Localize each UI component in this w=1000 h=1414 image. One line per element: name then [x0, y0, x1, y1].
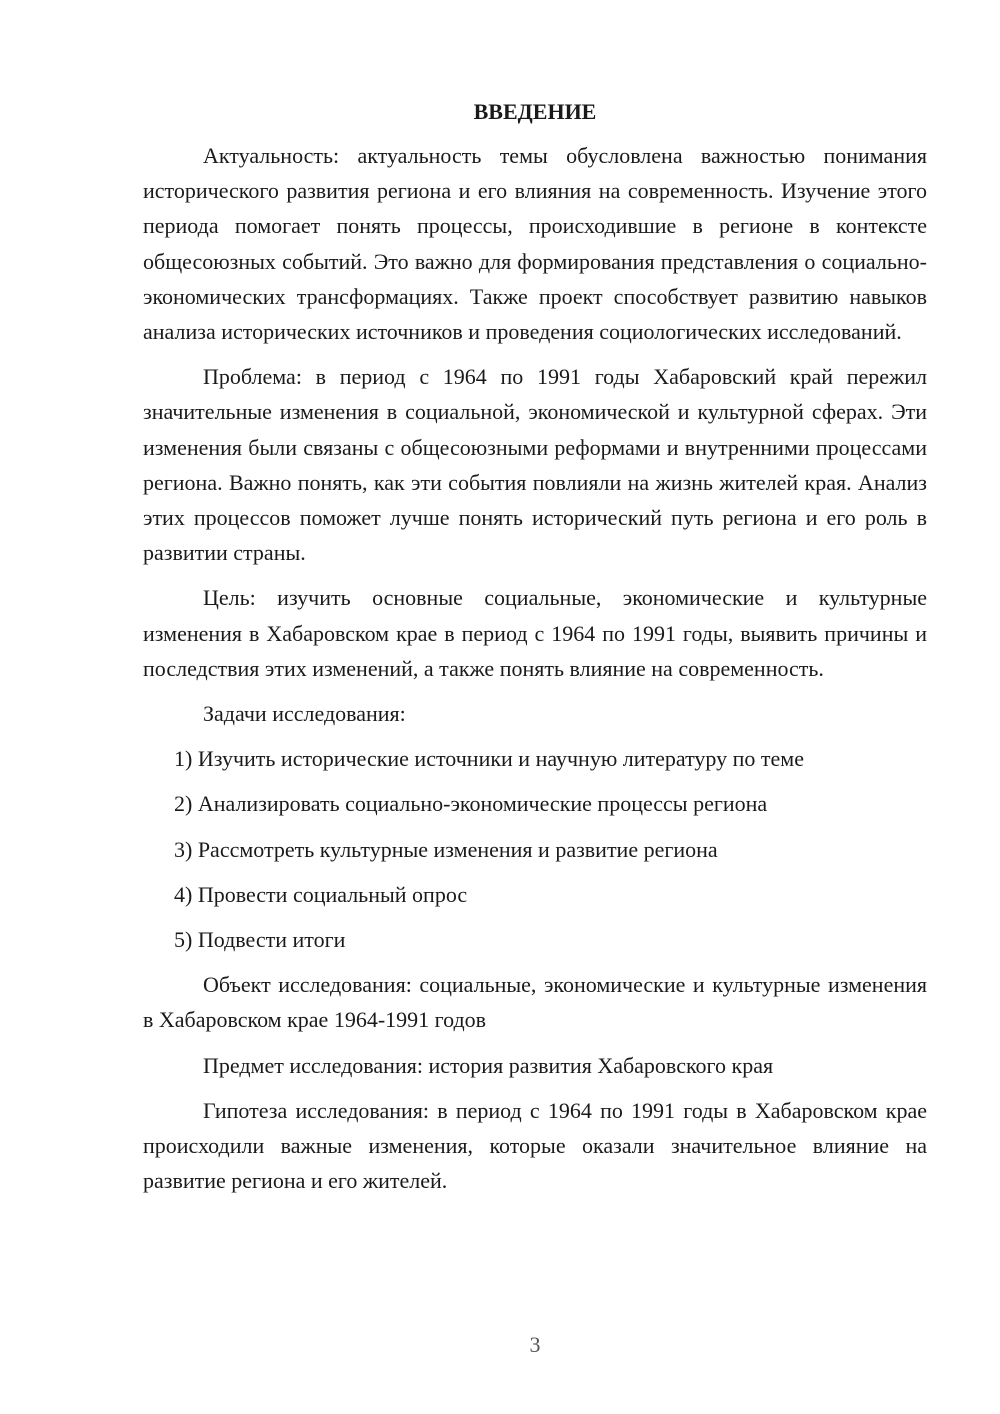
page-number: 3: [529, 1332, 541, 1357]
tasks-heading: Задачи исследования:: [203, 701, 406, 727]
task-item: 4) Провести социальный опрос: [174, 881, 468, 907]
relevance-paragraph: Актуальность: актуальность темы обусловлена важностью понимания исторического развития региона и его влияния на современность. Изучение этого периода помогает понять процессы, происходившие в регионе в контексте общесоюзных событий. Это важно для формирования представления о социально-экономических трансформациях. Также проект способствует развитию навыков анализа исторических источников и проведения социологических исследований.: [143, 143, 927, 345]
task-item: 5) Подвести итоги: [174, 927, 346, 953]
task-item: 2) Анализировать социально-экономические процессы региона: [174, 791, 768, 817]
task-item: 3) Рассмотреть культурные изменения и развитие региона: [174, 836, 718, 862]
subject-paragraph: Предмет исследования: история развития Хабаровского края: [203, 1052, 774, 1078]
section-title: ВВЕДЕНИЕ: [473, 99, 597, 124]
hypothesis-paragraph: Гипотеза исследования: в период с 1964 по 1991 годы в Хабаровском крае происходили важные изменения, которые оказали значительное влияние на развитие региона и его жителей.: [143, 1097, 927, 1194]
problem-paragraph: Проблема: в период с 1964 по 1991 годы Хабаровский край пережил значительные изменения в социальной, экономической и культурной сферах. Эти изменения были связаны с общесоюзными реформами и внутренними процессами региона. Важно понять, как эти события повлияли на жизнь жителей края. Анализ этих процессов поможет лучше понять исторический путь региона и его роль в развитии страны.: [143, 364, 927, 566]
document-body: [143, 96, 927, 1208]
tasks-list: [143, 741, 927, 957]
task-item: 1) Изучить исторические источники и научную литературу по теме: [174, 746, 804, 772]
goal-paragraph: Цель: изучить основные социальные, экономические и культурные изменения в Хабаровском крае в период с 1964 по 1991 годы, выявить причины и последствия этих изменений, а также понять влияние на современность.: [143, 585, 927, 681]
object-paragraph: Объект исследования: социальные, экономические и культурные изменения в Хабаровском крае 1964-1991 годов: [143, 972, 927, 1033]
